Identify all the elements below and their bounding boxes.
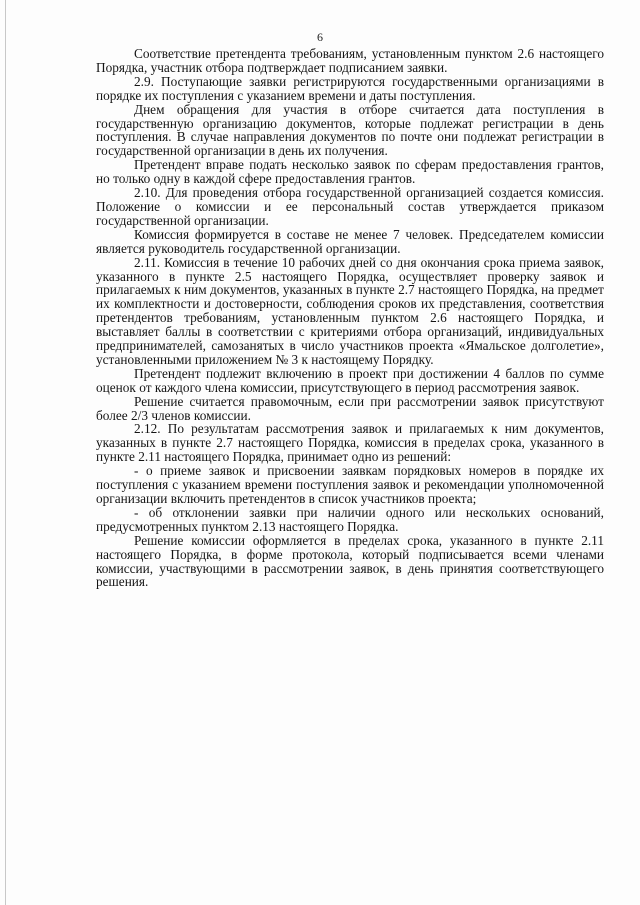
paragraph: Соответствие претендента требованиям, установленным пунктом 2.6 настоящего Порядка, участник отбора подтверждает подписанием заявки. bbox=[96, 46, 604, 75]
paragraph: Решение комиссии оформляется в пределах срока, указанного в пункте 2.11 настоящего Порядка, в форме протокола, который подписывается всеми членами комиссии, участвующими в рассмотрении заявок, в день принятия соответствующего решения. bbox=[96, 532, 604, 590]
paragraph: Комиссия формируется в составе не менее 7 человек. Председателем комиссии является руководитель государственной организации. bbox=[96, 226, 604, 256]
paragraph: Претендент вправе подать несколько заявок по сферам предоставления грантов, но только одну в каждой сфере предоставления грантов. bbox=[96, 157, 604, 187]
document-body bbox=[96, 47, 604, 589]
paragraph: 2.9. Поступающие заявки регистрируются государственными организациями в порядке их поступления с указанием времени и даты поступления. bbox=[96, 73, 604, 103]
paragraph: Днем обращения для участия в отборе считается дата поступления в государственную организацию документов, которые подлежат регистрации в день поступления. В случае направления документов по почте они подлежат регистрации в государственной организации в день их получения. bbox=[96, 101, 604, 159]
paragraph: Претендент подлежит включению в проект при достижении 4 баллов по сумме оценок от каждого члена комиссии, присутствующего в период рассмотрения заявок. bbox=[96, 365, 604, 395]
paragraph: 2.12. По результатам рассмотрения заявок и прилагаемых к ним документов, указанных в пункте 2.7 настоящего Порядка, комиссия в пределах срока, указанного в пункте 2.11 настоящего Порядка, принимает одно из решений: bbox=[96, 421, 604, 465]
paragraph: 2.10. Для проведения отбора государственной организацией создается комиссия. Положение о комиссии и ее персональный состав утверждается приказом государственной организации. bbox=[96, 185, 604, 228]
scan-edge-line bbox=[5, 0, 6, 905]
page-number: 6 bbox=[317, 30, 323, 44]
paragraph: Решение считается правомочным, если при рассмотрении заявок присутствуют более 2/3 членов комиссии. bbox=[96, 393, 604, 423]
list-item: - об отклонении заявки при наличии одного или нескольких оснований, предусмотренных пунктом 2.13 настоящего Порядка. bbox=[96, 504, 604, 534]
paragraph: 2.11. Комиссия в течение 10 рабочих дней со дня окончания срока приема заявок, указанного в пункте 2.5 настоящего Порядка, осуществляет проверку заявок и прилагаемых к ним документов, указанных в пункте 2.7 настоящего Порядка, на предмет их комплектности и достоверности, соблюдения сроков их представления, соответствия претендентов требованиям, установленным пунктом 2.6 настоящего Порядка, и выставляет баллы в соответствии с критериями отбора организаций, индивидуальных предпринимателей, самозанятых в число участников проекта «Ямальское долголетие», установленными приложением № 3 к настоящему Порядку. bbox=[96, 254, 604, 367]
list-item: - о приеме заявок и присвоении заявкам порядковых номеров в порядке их поступления с указанием времени поступления заявок и рекомендации уполномоченной организации включить претендентов в список участников проекта; bbox=[96, 463, 604, 506]
